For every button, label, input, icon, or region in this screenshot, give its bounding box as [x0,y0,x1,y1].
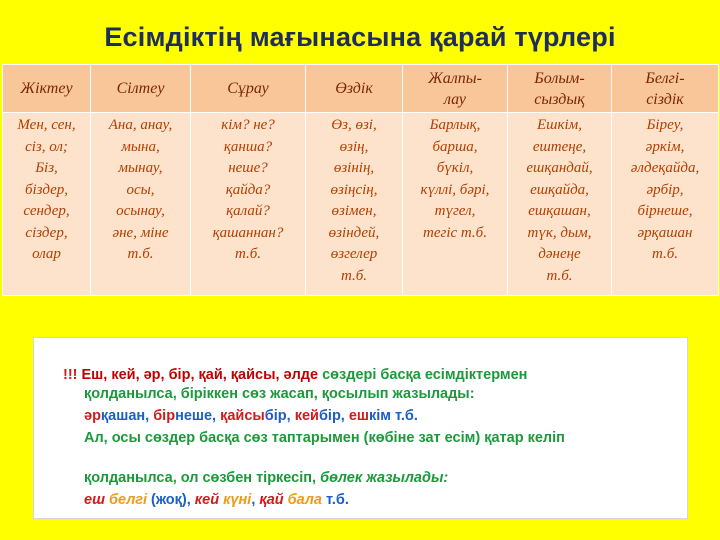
cell-line: Ешкім, [537,117,582,133]
header-collective [403,65,508,113]
header-line: Жалпы- [428,69,482,87]
header-personal [3,65,91,113]
cell-interrogative [191,113,306,296]
cell-line: Мен, сен, [17,117,76,133]
cell-line: дәнеңе [538,246,581,262]
cell-line: осынау, [116,203,165,219]
table-row [3,113,719,296]
cell-personal [3,113,91,296]
cell-line: Барлық, [429,117,481,133]
cell-line: бүкіл, [436,160,474,176]
header-negative [508,65,612,113]
cell-line: Біреу, [646,117,684,133]
cell-line: қанша? [223,138,273,155]
note-line-3: әрқашан, бірнеше, қайсыбір, кейбір, ешкім т.б. [84,408,418,424]
cell-line: өзің, [339,138,369,155]
header-line: Жіктеу [20,80,73,97]
cell-demonstrative [91,113,191,296]
header-reflexive [306,65,403,113]
cell-line: қашаннан? [212,224,284,241]
header-line: Сілтеу [116,80,165,97]
cell-line: сендер, [23,203,70,219]
cell-line: Ана, анау, [108,117,173,133]
cell-line: т.б. [234,246,262,262]
header-indefinite [612,65,719,113]
cell-line: т.б. [127,246,154,262]
cell-line: сіздер, [25,224,68,241]
cell-line: әркім, [645,138,685,155]
cell-line: ештеңе, [532,138,587,155]
cell-line: кім? не? [221,117,275,133]
cell-negative [508,113,612,296]
cell-line: Біз, [35,160,58,176]
header-demonstrative [91,65,191,113]
cell-line: қалай? [226,203,270,219]
cell-line: ешқайда, [530,181,589,198]
cell-line: өзіңсің, [330,181,378,198]
cell-line: тегіс т.б. [423,224,487,241]
cell-line: т.б. [340,267,368,284]
cell-line: өзіндей, [328,224,380,241]
cell-line: түгел, [434,203,476,219]
pronoun-types-table-wrap [2,64,718,296]
cell-line: барша, [432,138,478,155]
table-header-row [3,65,719,113]
pronoun-types-table [2,64,719,296]
cell-line: әрбір, [646,181,684,198]
cell-line: сіз, ол; [25,138,68,155]
cell-line: бірнеше, [637,203,693,219]
cell-line: осы, [126,181,155,198]
header-line: Өздік [335,80,373,97]
cell-line: өзгелер [330,246,378,262]
cell-collective [403,113,508,296]
header-interrogative [191,65,306,113]
cell-line: ешқандай, [526,160,593,176]
header-line: сыздық [534,90,585,108]
page-title: Есімдіктің мағынасына қарай түрлері [104,22,616,52]
header-line: Белгі- [645,69,685,87]
cell-line: неше? [228,160,268,176]
cell-line: біздер, [24,181,69,198]
cell-line: Өз, өзі, [331,117,377,133]
cell-reflexive [306,113,403,296]
cell-line: мына, [121,138,160,155]
header-line: Болым- [534,69,585,87]
header-line: лау [443,90,467,108]
cell-line: т.б. [651,246,679,262]
cell-line: әрқашан [637,224,693,241]
cell-line: күллі, бәрі, [420,181,490,198]
cell-line: әне, міне [112,224,169,241]
note-line-1: !!! Еш, кей, әр, бір, қай, қайсы, әлде сөздері басқа есімдіктермен [63,367,528,383]
cell-line: олар [32,246,61,262]
cell-line: өзінің, [333,160,375,176]
note-line-5: қолданылса, ол сөзбен тіркесіп, бөлек жазылады: [84,470,449,486]
note-line-4: Ал, осы сөздер басқа сөз таптарымен (көбіне зат есім) қатар келіп [84,430,565,446]
cell-indefinite [612,113,719,296]
note-line-6: еш белгі (жоқ), кей күні, қай бала т.б. [84,492,349,508]
cell-line: түк, дым, [527,224,592,241]
header-line: сіздік [646,90,684,108]
cell-line: мынау, [118,160,163,176]
cell-line: т.б. [546,267,573,284]
note-line-2: қолданылса, біріккен сөз жасап, қосылып жазылады: [84,386,475,402]
spelling-rule-note [33,337,688,519]
cell-line: қайда? [225,181,271,198]
cell-line: әлдеқайда, [630,160,700,176]
header-line: Сұрау [227,80,269,97]
cell-line: өзімен, [331,203,377,219]
cell-line: ешқашан, [528,203,591,219]
